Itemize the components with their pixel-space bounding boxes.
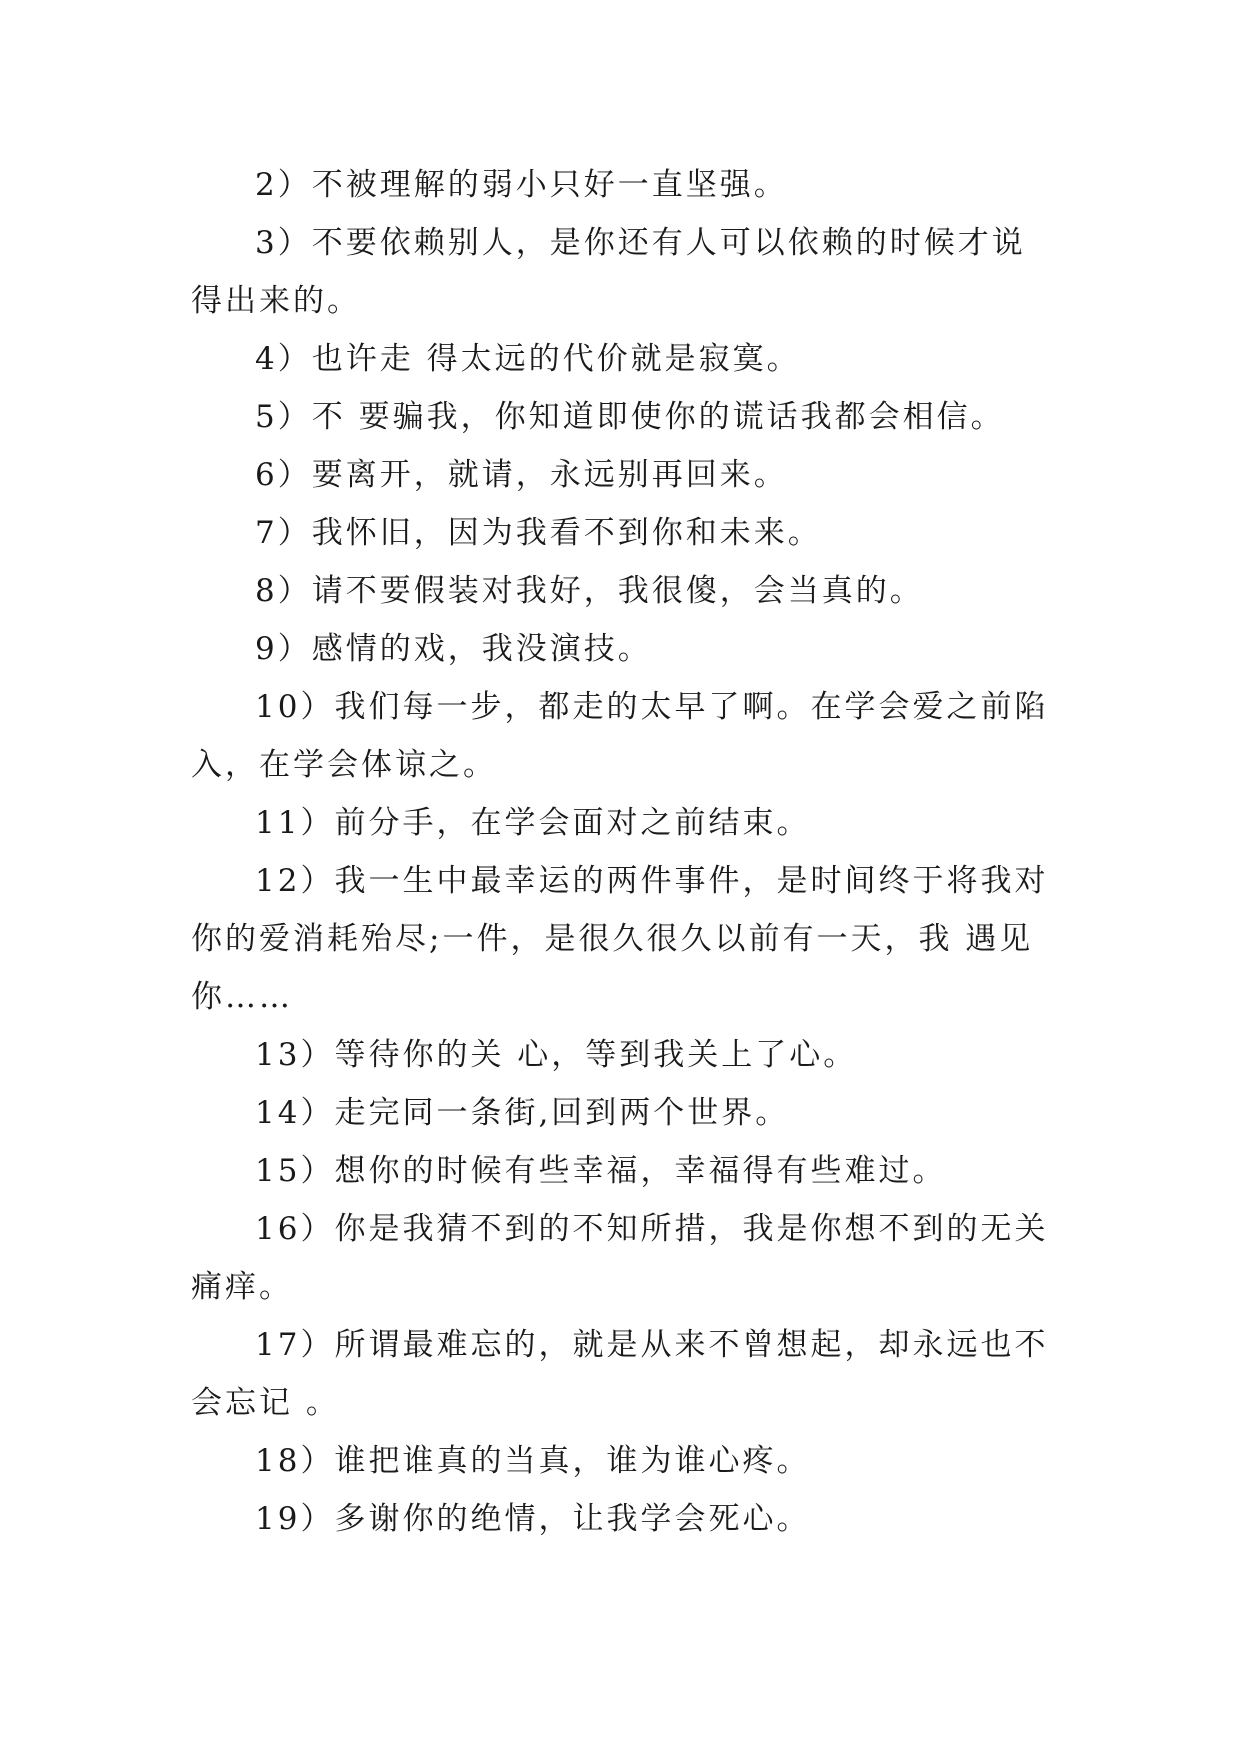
paragraph: 9）感情的戏，我没演技。 [255,631,652,667]
paragraph: 18）谁把谁真的当真，谁为谁心疼。 [255,1443,811,1479]
paragraph: 7）我怀旧，因为我看不到你和未来。 [255,515,822,551]
paragraph: 19）多谢你的绝情，让我学会死心。 [255,1501,811,1537]
paragraph: 16）你是我猜不到的不知所措，我是你想不到的无关痛痒。 [191,1211,1049,1305]
document-body [191,156,1051,1548]
paragraph: 8）请不要假装对我好，我很傻，会当真的。 [255,573,924,609]
paragraph: 13）等待你的关 心，等到我关上了心。 [255,1037,858,1073]
paragraph: 11）前分手，在学会面对之前结束。 [255,805,811,841]
paragraph: 5）不 要骗我，你知道即使你的谎话我都会相信。 [255,399,1005,435]
paragraph: 3）不要依赖别人，是你还有人可以依赖的时候才说得出来的。 [191,225,1026,319]
paragraph: 14）走完同一条街,回到两个世界。 [255,1095,790,1131]
paragraph: 6）要离开，就请，永远别再回来。 [255,457,788,493]
paragraph: 10）我们每一步，都走的太早了啊。在学会爱之前陷入，在学会体谅之。 [191,689,1049,783]
paragraph: 15）想你的时候有些幸福，幸福得有些难过。 [255,1153,947,1189]
paragraph: 12）我一生中最幸运的两件事件，是时间终于将我对你的爱消耗殆尽;一件，是很久很久以前有一天，我 遇见你…… [191,863,1049,1015]
paragraph: 4）也许走 得太远的代价就是寂寞。 [255,341,801,377]
paragraph: 2）不被理解的弱小只好一直坚强。 [255,167,788,203]
paragraph: 17）所谓最难忘的，就是从来不曾想起，却永远也不会忘记 。 [191,1327,1049,1421]
